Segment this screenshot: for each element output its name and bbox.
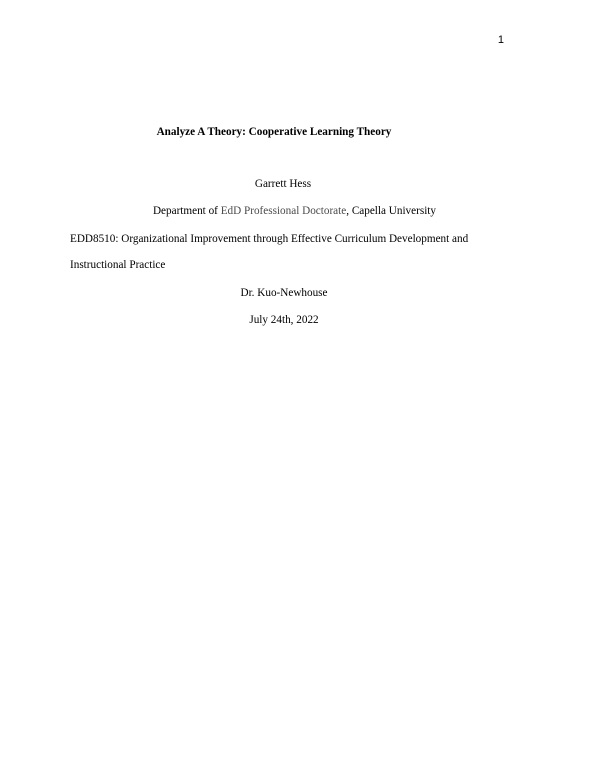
department-line bbox=[0, 204, 589, 218]
course-line-2: Instructional Practice bbox=[70, 259, 166, 271]
author-name: Garrett Hess bbox=[254, 178, 312, 190]
institution-name: , Capella University bbox=[346, 205, 437, 217]
department-prefix: Department of bbox=[152, 205, 221, 217]
paper-title: Analyze A Theory: Cooperative Learning Theory bbox=[156, 126, 392, 138]
course-line-1: EDD8510: Organizational Improvement through Effective Curriculum Development and bbox=[70, 233, 469, 245]
submission-date: July 24th, 2022 bbox=[249, 314, 319, 326]
department-name: EdD Professional Doctorate bbox=[220, 205, 347, 217]
page-number: 1 bbox=[497, 34, 504, 46]
instructor-name: Dr. Kuo-Newhouse bbox=[240, 287, 328, 299]
